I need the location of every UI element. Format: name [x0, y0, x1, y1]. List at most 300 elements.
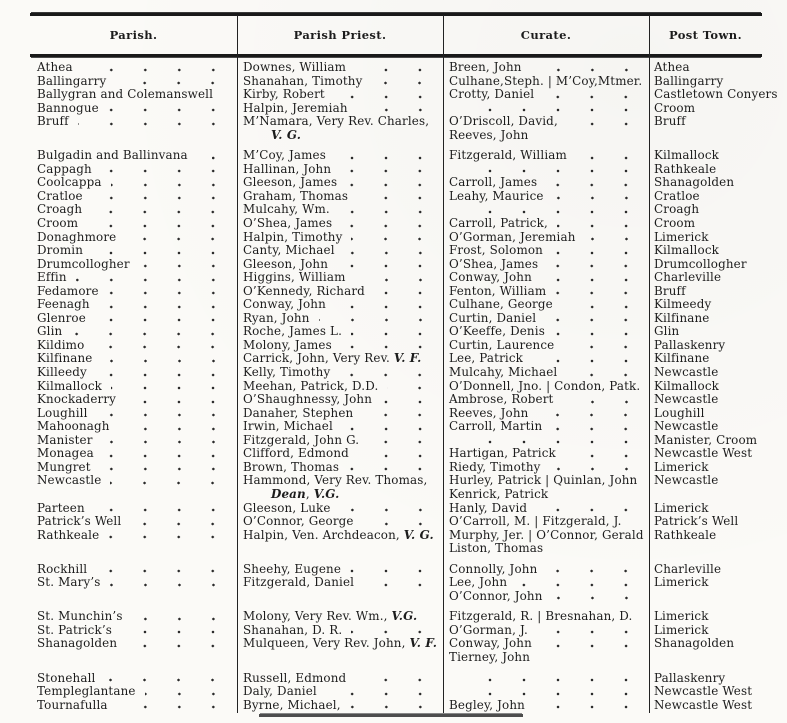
leader-dots — [362, 413, 437, 417]
cell-line — [37, 610, 233, 624]
post-town-cell — [649, 88, 779, 102]
cell-text: Newcastle West — [654, 684, 753, 699]
cell-line — [449, 447, 646, 461]
cell-line — [449, 231, 646, 245]
leader-dots — [368, 440, 437, 444]
cell-text: Glin — [37, 324, 63, 339]
cell-text: Manister, Croom — [654, 432, 758, 447]
cell-line — [243, 380, 440, 394]
cell-text: Dean, V.G. — [271, 486, 340, 501]
cell-text: Limerick — [654, 575, 709, 590]
cell-line — [37, 190, 233, 204]
cell-line — [37, 115, 233, 129]
curate-cell — [443, 231, 649, 245]
leader-dots — [351, 630, 437, 634]
leader-dots — [126, 644, 230, 648]
cell-text: Fedamore — [37, 283, 99, 298]
cell-line — [37, 339, 233, 353]
cell-text: Rathkeale — [654, 161, 717, 176]
leader-dots — [576, 156, 643, 160]
cell-line — [37, 61, 233, 75]
parish-cell — [30, 352, 237, 366]
table-row — [30, 312, 762, 326]
leader-dots — [565, 454, 643, 458]
post-town-cell — [649, 298, 762, 312]
cell-line — [243, 502, 440, 516]
post-town-cell — [649, 393, 762, 407]
cell-text: Sheehy, Eugene — [243, 561, 342, 576]
post-town-cell — [649, 102, 762, 116]
parish-cell — [30, 190, 237, 204]
cell-line — [449, 312, 646, 326]
post-town-cell — [649, 637, 762, 664]
parish-cell — [30, 339, 237, 353]
curate-cell — [443, 637, 649, 664]
table-row — [30, 610, 762, 624]
cell-text: O’Gorman, J. — [449, 622, 528, 637]
cell-line — [654, 325, 761, 339]
cell-line — [654, 407, 761, 421]
leader-dots — [119, 427, 230, 431]
table-row — [30, 393, 762, 407]
leader-dots — [326, 692, 437, 696]
cell-line — [37, 529, 233, 543]
cell-text: Rathkeale — [654, 527, 717, 542]
leader-dots — [374, 291, 437, 295]
curate-cell — [443, 312, 649, 326]
cell-text: Castletown Conyers — [654, 87, 778, 102]
cell-line — [37, 699, 233, 713]
cell-text: Newcastle — [654, 419, 719, 434]
cell-text: Kilmeedy — [654, 297, 712, 312]
cell-line — [654, 149, 761, 163]
cell-text: Mahoonagh — [37, 419, 110, 434]
post-town-cell — [649, 190, 762, 204]
post-town-cell — [649, 685, 762, 699]
leader-dots — [351, 332, 437, 336]
cell-text: Clifford, Edmond — [243, 446, 349, 461]
leader-dots — [339, 373, 437, 377]
leader-dots — [553, 196, 643, 200]
cell-line — [449, 244, 646, 258]
cell-text: Effin — [37, 270, 67, 285]
cell-line — [654, 61, 761, 75]
cell-line — [449, 515, 646, 529]
parish-priest-cell — [237, 88, 443, 102]
cell-line — [37, 88, 233, 102]
parish-priest-cell — [237, 312, 443, 326]
cell-line — [37, 285, 233, 299]
cell-text: Ballingarry — [37, 73, 107, 88]
cell-line — [654, 339, 761, 353]
table-row — [30, 149, 762, 163]
post-town-cell — [649, 672, 762, 686]
cell-line — [243, 285, 440, 299]
table-row — [30, 461, 762, 475]
post-town-cell — [649, 366, 762, 380]
cell-line — [449, 366, 646, 380]
curate-cell — [443, 298, 649, 312]
cell-text: Bruff — [654, 114, 686, 129]
leader-dots — [97, 413, 230, 417]
cell-text: Patrick’s Well — [654, 514, 739, 529]
cell-text: Lee, John — [449, 575, 508, 590]
cell-line — [243, 190, 440, 204]
cell-text: Kirby, Robert — [243, 87, 325, 102]
parish-cell — [30, 563, 237, 577]
cell-line — [37, 447, 233, 461]
parish-cell — [30, 699, 237, 713]
cell-text: Fenton, William — [449, 283, 547, 298]
parish-priest-cell — [237, 163, 443, 177]
leader-dots — [101, 169, 230, 173]
leader-dots — [387, 386, 437, 390]
cell-text: Kilfinane — [37, 351, 93, 366]
leader-dots — [537, 630, 643, 634]
leader-dots — [355, 68, 437, 72]
post-town-cell — [649, 380, 762, 394]
parish-cell — [30, 637, 237, 664]
parish-priest-cell — [237, 102, 443, 116]
cell-line — [243, 529, 440, 543]
cell-text: Tierney, John — [449, 649, 531, 664]
table-row — [30, 75, 762, 89]
cell-line — [449, 217, 646, 231]
leader-dots — [339, 210, 437, 214]
parish-priest-cell — [237, 149, 443, 163]
cell-line — [449, 393, 646, 407]
post-town-cell — [649, 610, 762, 624]
table-row — [30, 672, 762, 686]
cell-line — [37, 217, 233, 231]
cell-line — [654, 515, 761, 529]
parish-cell — [30, 271, 237, 285]
cell-text: Limerick — [654, 459, 709, 474]
cell-line — [243, 176, 440, 190]
parish-cell — [30, 610, 237, 624]
cell-text: O’Shea, James — [243, 216, 333, 231]
parish-cell — [30, 434, 237, 448]
curate-cell — [443, 102, 649, 116]
cell-line — [654, 190, 761, 204]
parish-cell — [30, 447, 237, 461]
cell-text: Cratloe — [654, 188, 700, 203]
cell-text: Hallinan, John — [243, 161, 332, 176]
leader-dots — [357, 196, 437, 200]
cell-line — [243, 271, 440, 285]
leader-dots — [96, 373, 230, 377]
cell-text: Bannogue — [37, 100, 99, 115]
cell-text: Kilmallock — [654, 378, 719, 393]
leader-dots — [99, 305, 230, 309]
curate-cell — [443, 434, 649, 448]
cell-line — [654, 115, 761, 129]
table-row — [30, 352, 762, 366]
parish-cell — [30, 75, 237, 89]
curate-cell — [443, 352, 649, 366]
cell-line — [654, 624, 761, 638]
cell-line — [243, 488, 440, 502]
curate-cell — [443, 325, 649, 339]
cell-text: Newcastle — [37, 473, 102, 488]
cell-line — [243, 366, 440, 380]
cell-line — [654, 380, 761, 394]
leader-dots — [342, 427, 437, 431]
leader-dots — [555, 291, 643, 295]
leader-dots — [197, 156, 230, 160]
leader-dots — [346, 183, 437, 187]
parish-priest-cell — [237, 685, 443, 699]
cell-text: Hanly, David — [449, 500, 528, 515]
parish-priest-cell — [237, 576, 443, 603]
cell-line — [654, 352, 761, 366]
curate-cell — [443, 285, 649, 299]
parish-cell — [30, 366, 237, 380]
cell-line — [37, 366, 233, 380]
cell-text: St. Munchin’s — [37, 609, 123, 624]
curate-cell — [443, 624, 649, 638]
curate-cell — [443, 461, 649, 475]
leader-dots — [363, 522, 437, 526]
parish-priest-cell — [237, 298, 443, 312]
cell-line — [449, 576, 646, 590]
parish-priest-cell — [237, 699, 443, 713]
cell-line — [654, 637, 761, 651]
cell-text: Newcastle West — [654, 446, 753, 461]
cell-text: Manister — [37, 432, 93, 447]
cell-text: Knockaderry — [37, 392, 117, 407]
cell-text: Meehan, Patrick, D.D. — [243, 378, 379, 393]
leader-dots — [348, 467, 437, 471]
post-town-cell — [649, 149, 762, 163]
cell-text: Irwin, Michael — [243, 419, 333, 434]
cell-line — [449, 115, 646, 129]
cell-line — [654, 176, 761, 190]
cell-text: Russell, Edmond — [243, 670, 347, 685]
table-row — [30, 61, 762, 75]
cell-line — [654, 529, 761, 543]
cell-line — [37, 380, 233, 394]
leader-dots — [550, 467, 643, 471]
cell-text: V. G. — [271, 127, 302, 142]
cell-text: Fitzgerald, R. | Bresnahan, D. — [449, 609, 633, 624]
cell-text: Molony, Very Rev. Wm., V.G. — [243, 609, 418, 624]
post-town-cell — [649, 474, 762, 501]
cell-text: Ryan, John — [243, 310, 310, 325]
parish-priest-cell — [237, 610, 443, 624]
leader-dots — [125, 400, 230, 404]
cell-text: Templeglantane — [37, 684, 136, 699]
cell-line — [449, 699, 646, 713]
leader-dots — [585, 237, 643, 241]
leader-dots — [358, 454, 437, 458]
parish-priest-cell — [237, 502, 443, 516]
parish-priest-cell — [237, 515, 443, 529]
cell-line — [37, 474, 233, 488]
curate-cell — [443, 407, 649, 421]
parish-priest-cell — [237, 339, 443, 353]
cell-line — [654, 420, 761, 434]
leader-dots — [458, 692, 643, 696]
cell-line — [37, 258, 233, 272]
parish-priest-cell — [237, 461, 443, 475]
parish-cell — [30, 685, 237, 699]
cell-line — [37, 434, 233, 448]
cell-line — [654, 434, 761, 448]
post-town-cell — [649, 217, 762, 231]
leader-dots — [102, 359, 231, 363]
cell-line — [449, 434, 646, 448]
cell-text: Limerick — [654, 229, 709, 244]
parish-priest-cell — [237, 61, 443, 75]
post-town-cell — [649, 203, 762, 217]
cell-line — [243, 102, 440, 116]
cell-text: Glenroe — [37, 310, 86, 325]
leader-dots — [87, 224, 230, 228]
cell-text: Loughill — [654, 405, 705, 420]
parish-cell — [30, 420, 237, 434]
cell-line — [449, 88, 646, 102]
leader-dots — [319, 318, 437, 322]
cell-text: Downes, William — [243, 60, 347, 74]
cell-text: Conway, John — [449, 270, 532, 285]
parish-cell — [30, 672, 237, 686]
parish-priest-cell — [237, 75, 443, 89]
parish-cell — [30, 407, 237, 421]
cell-line — [37, 502, 233, 516]
parish-priest-cell — [237, 285, 443, 299]
cell-text: Carroll, James — [449, 175, 538, 190]
cell-line — [37, 672, 233, 686]
cell-text: Bruff — [654, 283, 686, 298]
leader-dots — [557, 224, 643, 228]
cell-text: Athea — [654, 60, 690, 74]
cell-text: Culhane,Steph. | M’Coy,Mtmer. — [449, 73, 643, 88]
cell-line — [654, 285, 761, 299]
post-town-cell — [649, 563, 762, 577]
cell-line — [37, 176, 233, 190]
table-row — [30, 115, 762, 142]
parish-cell — [30, 529, 237, 556]
curate-cell — [443, 217, 649, 231]
cell-line — [449, 339, 646, 353]
cell-line — [243, 298, 440, 312]
post-town-cell — [649, 624, 762, 638]
curate-cell — [443, 672, 649, 686]
cell-text: Frost, Solomon — [449, 243, 543, 258]
leader-dots — [92, 196, 230, 200]
cell-text: Carroll, Martin — [449, 419, 543, 434]
leader-dots — [93, 345, 230, 349]
post-town-cell — [649, 115, 762, 142]
curate-cell — [443, 271, 649, 285]
leader-dots — [341, 345, 437, 349]
leader-dots — [335, 305, 437, 309]
parish-priest-cell — [237, 380, 443, 394]
cell-text: Croagh — [37, 202, 83, 217]
cell-text: Culhane, George — [449, 297, 553, 312]
curate-cell — [443, 380, 649, 394]
curate-cell — [443, 190, 649, 204]
cell-line — [37, 163, 233, 177]
cell-line — [449, 672, 646, 686]
cell-text: Newcastle — [654, 473, 719, 488]
leader-dots — [222, 95, 230, 99]
leader-dots — [341, 224, 437, 228]
leader-dots — [551, 427, 643, 431]
cell-text: St. Patrick’s — [37, 622, 113, 637]
cell-text: O’Shaughnessy, John — [243, 392, 373, 407]
leader-dots — [92, 251, 230, 255]
cell-text: Murphy, Jer. | O’Connor, Gerald — [449, 527, 644, 542]
leader-dots — [567, 122, 643, 126]
leader-dots — [350, 705, 437, 709]
cell-text: O’Kennedy, Richard — [243, 283, 365, 298]
cell-line — [243, 75, 440, 89]
cell-line — [449, 563, 646, 577]
cell-line — [243, 115, 440, 129]
cell-text: Pallaskenry — [654, 337, 726, 352]
cell-text: Halpin, Timothy — [243, 229, 343, 244]
cell-line — [243, 624, 440, 638]
leader-dots — [102, 440, 230, 444]
cell-text: Roche, James L. — [243, 324, 343, 339]
leader-dots — [371, 81, 437, 85]
cell-text: Tournafulla — [37, 697, 108, 712]
cell-text: Dromin — [37, 243, 84, 258]
leader-dots — [110, 481, 230, 485]
cell-text: Breen, John — [449, 60, 522, 74]
leader-dots — [543, 95, 643, 99]
cell-line — [449, 258, 646, 272]
leader-dots — [145, 692, 230, 696]
cell-line — [449, 149, 646, 163]
leader-dots — [117, 705, 230, 709]
cell-line — [37, 407, 233, 421]
cell-text: Lee, Patrick — [449, 351, 524, 366]
leader-dots — [350, 569, 437, 573]
cell-text: Halpin, Jeremiah — [243, 100, 348, 115]
cell-line — [243, 637, 440, 651]
cell-text: Mulcahy, Wm. — [243, 202, 330, 217]
cell-line — [449, 474, 646, 488]
curate-cell — [443, 88, 649, 102]
table-row — [30, 529, 762, 556]
cell-text: Pallaskenry — [654, 670, 726, 685]
curate-cell — [443, 515, 649, 529]
leader-dots — [104, 678, 230, 682]
leader-dots — [95, 318, 230, 322]
table-row — [30, 502, 762, 516]
column-header-post-town: Post Town. — [669, 28, 742, 42]
cell-line — [37, 393, 233, 407]
leader-dots — [563, 400, 644, 404]
post-town-cell — [649, 447, 762, 461]
parish-cell — [30, 176, 237, 190]
cell-line — [243, 699, 440, 713]
column-header-curate: Curate. — [520, 28, 572, 42]
cell-line — [37, 102, 233, 116]
table-row — [30, 576, 762, 603]
cell-text: Kilfinane — [654, 351, 710, 366]
leader-dots — [546, 569, 643, 573]
leader-dots — [344, 251, 437, 255]
cell-line — [654, 217, 761, 231]
leader-dots — [534, 705, 643, 709]
post-town-cell — [649, 515, 762, 529]
parish-cell — [30, 163, 237, 177]
table-row — [30, 699, 762, 713]
